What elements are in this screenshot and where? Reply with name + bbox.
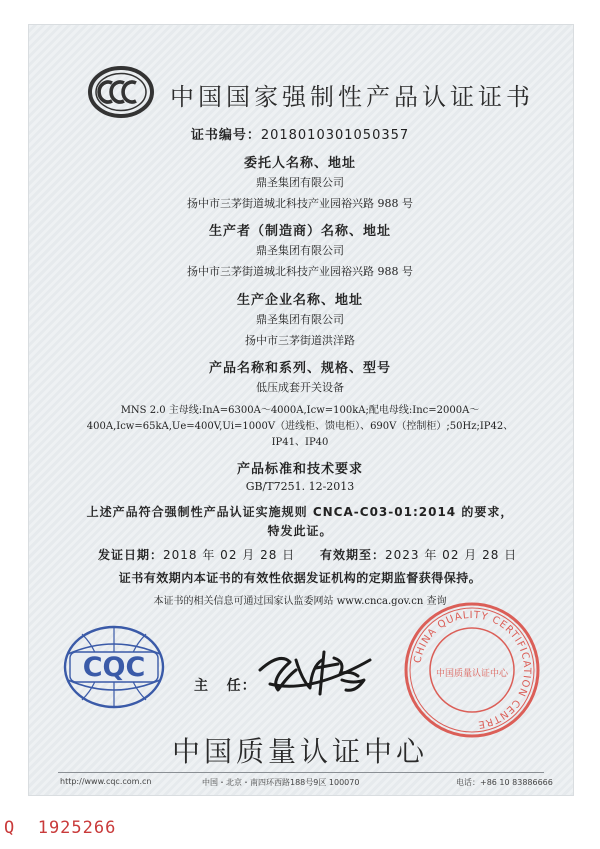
cert-number-row [28,124,572,143]
product-spec-line1: MNS 2.0 主母线:InA=6300A～4000A,Icw=100kA;配电母线:Inc=2000A～ [120,405,480,416]
issue-date-row [98,546,295,563]
cqc-logo-icon [62,624,166,710]
conformity-line2: 特发此证。 [267,524,333,538]
manufacturer-address: 扬中市三茅街道城北科技产业园裕兴路 988 号 [187,265,413,278]
issuer-name: 中国质量认证中心 [171,735,428,768]
issue-date: 2018 年 02 月 28 日 [163,548,296,562]
stamp-ring-text: CHINA QUALITY CERTIFICATION CENTRE [412,609,533,730]
product-spec-line2: 400A,Icw=65kA,Ue=400V,Ui=1000V（进线柜、馈电柜）、690V（控制柜）;50Hz;IP42、 [86,421,514,432]
conformity-line1: 上述产品符合强制性产品认证实施规则 CNCA-C03-01:2014 的要求， [86,505,514,519]
cert-number: 2018010301050357 [260,128,410,143]
product-heading: 产品名称和系列、规格、型号 [208,361,391,376]
cqc-logo-text: CQC [82,652,146,683]
manufacturer-name: 鼎圣集团有限公司 [256,244,344,257]
applicant-heading: 委托人名称、地址 [243,156,356,171]
official-seal-stamp [402,600,542,740]
standard-heading: 产品标准和技术要求 [236,462,363,477]
standard-value: GB/T7251. 12-2013 [245,480,355,493]
expiry-date-row [320,546,517,563]
factory-heading: 生产企业名称、地址 [236,293,363,308]
factory-address: 扬中市三茅街道洪洋路 [245,334,355,347]
validity-note: 证书有效期内本证书的有效性依据发证机构的定期监督获得保持。 [118,571,482,585]
director-signature [250,640,380,700]
certificate-title: 中国国家强制性产品认证证书 [170,83,534,111]
footer-address: 中国・北京・南四环西路188号9区 100070 [202,778,360,787]
stamp-inner-text: 中国质量认证中心 [435,669,509,679]
applicant-address: 扬中市三茅街道城北科技产业园裕兴路 988 号 [187,197,413,210]
cert-number-label: 证书编号： [190,128,261,143]
expiry-date-label: 有效期至： [320,548,386,562]
footer-phone: 电话：+86 10 83886666 [456,778,553,787]
manufacturer-heading: 生产者（制造商）名称、地址 [208,224,391,239]
applicant-name: 鼎圣集团有限公司 [256,176,344,189]
serial-number: Q 1925266 [4,818,117,838]
issue-date-label: 发证日期： [98,548,164,562]
product-name: 低压成套开关设备 [256,381,344,394]
director-label: 主 任： [194,678,257,694]
product-spec-line3: IP41、IP40 [271,437,329,448]
footer-web[interactable]: http://www.cqc.com.cn [60,777,152,786]
ccc-logo-icon [88,66,154,118]
query-note: 本证书的相关信息可通过国家认监委网站 www.cnca.gov.cn 查询 [153,596,447,607]
expiry-date: 2023 年 02 月 28 日 [385,548,518,562]
footer-divider [58,772,544,773]
factory-name: 鼎圣集团有限公司 [256,313,344,326]
